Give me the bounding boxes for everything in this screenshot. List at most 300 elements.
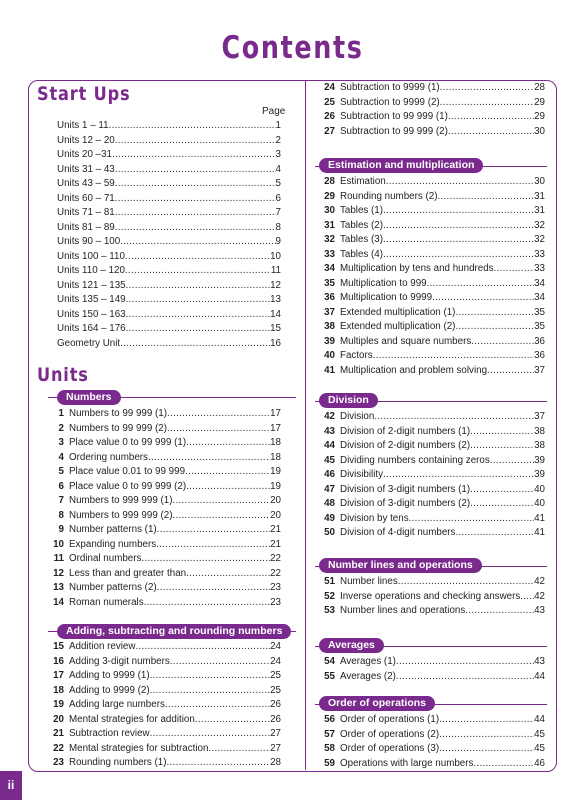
toc-entry-page: 38 — [534, 425, 545, 437]
dot-leader — [470, 483, 534, 498]
toc-entry-number: 13 — [53, 582, 64, 593]
toc-entry-page: 32 — [534, 219, 545, 231]
toc-entry-page: 8 — [275, 221, 281, 233]
toc-entry-page: 21 — [270, 524, 281, 535]
toc-entry — [313, 410, 545, 425]
averages-section-header: Averages — [319, 638, 384, 653]
toc-entry-label: Adding to 9999 (1) — [69, 670, 150, 681]
dot-leader — [520, 590, 534, 605]
toc-entry — [42, 407, 281, 422]
toc-entry-number: 15 — [53, 641, 64, 652]
toc-entry-number: 25 — [324, 96, 335, 108]
toc-entry — [57, 279, 281, 294]
toc-entry — [57, 221, 281, 236]
toc-entry-page: 4 — [275, 163, 281, 175]
toc-entry-number: 59 — [324, 757, 335, 769]
toc-entry-number: 34 — [324, 263, 335, 274]
toc-entry-page: 33 — [534, 248, 545, 260]
toc-entry-page: 22 — [270, 553, 281, 564]
toc-entry — [313, 96, 545, 111]
dot-leader — [427, 277, 535, 292]
toc-entry-number: 14 — [53, 596, 64, 608]
dot-leader — [126, 308, 270, 323]
toc-entry — [42, 422, 281, 437]
toc-entry-label: Subtraction to 9999 (2) — [340, 96, 440, 108]
order-ops-section-header: Order of operations — [319, 696, 435, 711]
toc-entry-label: Place value 0.01 to 99 999 — [69, 466, 186, 477]
toc-entry — [313, 204, 545, 219]
dot-leader — [455, 306, 534, 321]
dot-leader — [471, 335, 534, 350]
page-number: ii — [0, 771, 22, 800]
toc-entry-label: Number lines — [340, 576, 398, 587]
dot-leader — [490, 454, 534, 469]
toc-entry — [57, 264, 281, 279]
toc-entry-label: Place value 0 to 99 999 (1) — [69, 437, 187, 448]
toc-entry-page: 18 — [270, 451, 281, 463]
toc-entry-label: Multiplication and problem solving — [340, 364, 488, 376]
toc-entry-page: 41 — [534, 512, 545, 524]
toc-entry-number: 44 — [324, 440, 335, 451]
toc-entry-label: Expanding numbers — [69, 538, 157, 550]
dot-leader — [396, 655, 534, 670]
toc-entry — [313, 262, 545, 277]
dot-leader — [383, 204, 534, 219]
toc-entry — [42, 581, 281, 596]
toc-entry-page: 20 — [270, 509, 281, 521]
toc-entry — [313, 364, 545, 379]
toc-entry — [313, 483, 545, 498]
toc-entry-number: 7 — [58, 495, 64, 506]
toc-entry-number: 21 — [53, 728, 64, 739]
toc-entry-label: Adding 3-digit numbers — [69, 655, 170, 667]
division-list — [313, 410, 545, 541]
toc-entry — [313, 526, 545, 541]
toc-entry-page: 12 — [270, 279, 281, 291]
toc-entry-page: 23 — [270, 582, 281, 593]
toc-entry-label: Numbers to 999 999 (2) — [69, 509, 173, 521]
toc-entry-page: 10 — [270, 250, 281, 262]
toc-entry-page: 19 — [270, 480, 281, 492]
dot-leader — [186, 480, 270, 495]
toc-entry — [313, 320, 545, 335]
toc-entry — [42, 523, 281, 538]
adding-list — [42, 640, 281, 771]
toc-entry-label: Units 12 – 20 — [57, 134, 115, 146]
toc-entry-label: Inverse operations and checking answers — [340, 590, 521, 602]
toc-entry-page: 22 — [270, 567, 281, 579]
toc-entry-page: 14 — [270, 308, 281, 320]
toc-entry-label: Averages (2) — [340, 670, 396, 682]
toc-entry-label: Units 100 – 110 — [57, 250, 125, 262]
dot-leader — [185, 465, 270, 480]
toc-entry-page: 17 — [270, 422, 281, 434]
order-ops-list — [313, 713, 545, 771]
toc-entry-number: 36 — [324, 292, 335, 303]
toc-entry-number: 12 — [53, 567, 64, 579]
estimation-section-header: Estimation and multiplication — [319, 158, 483, 173]
dot-leader — [115, 221, 276, 236]
toc-entry — [42, 567, 281, 582]
toc-entry-label: Multiplication to 9999 — [340, 292, 433, 303]
toc-entry-number: 52 — [324, 590, 335, 602]
toc-entry-label: Numbers to 99 999 (1) — [69, 408, 168, 419]
dot-leader — [470, 497, 534, 512]
toc-entry-label: Units 110 – 120 — [57, 265, 125, 276]
toc-entry-page: 30 — [534, 125, 545, 137]
toc-entry — [313, 497, 545, 512]
toc-entry — [57, 119, 281, 134]
toc-entry-number: 37 — [324, 306, 335, 318]
toc-entry-number: 31 — [324, 219, 335, 231]
dot-leader — [125, 264, 271, 279]
toc-entry-label: Ordinal numbers — [69, 553, 142, 564]
toc-entry-page: 28 — [534, 82, 545, 93]
toc-entry-page: 45 — [534, 728, 545, 740]
dot-leader — [167, 407, 270, 422]
toc-entry-number: 26 — [324, 111, 335, 122]
dot-leader — [195, 713, 270, 728]
toc-entry — [313, 335, 545, 350]
numbers-list — [42, 407, 281, 610]
toc-entry-label: Division of 2-digit numbers (1) — [340, 425, 471, 437]
toc-entry — [57, 148, 281, 163]
toc-entry-label: Rounding numbers (2) — [340, 190, 438, 202]
numbers-section-header: Numbers — [57, 390, 121, 405]
toc-entry — [42, 713, 281, 728]
toc-entry-label: Operations with large numbers — [340, 757, 474, 769]
toc-entry — [313, 742, 545, 757]
toc-entry-number: 35 — [324, 277, 335, 289]
dot-leader — [383, 219, 534, 234]
toc-entry-page: 5 — [275, 178, 281, 189]
toc-entry-label: Multiplication to 999 — [340, 277, 427, 289]
toc-entry-page: 35 — [534, 306, 545, 318]
toc-entry-label: Units 121 – 135 — [57, 279, 126, 291]
toc-entry-page: 32 — [534, 234, 545, 245]
toc-entry-label: Units 31 – 43 — [57, 163, 115, 175]
dot-leader — [432, 291, 534, 306]
toc-entry-label: Numbers to 999 999 (1) — [69, 495, 173, 506]
toc-entry — [57, 250, 281, 265]
toc-entry-number: 30 — [324, 205, 335, 216]
toc-entry — [42, 756, 281, 771]
dot-leader — [455, 526, 534, 541]
units-heading: Units — [37, 364, 89, 386]
toc-entry-label: Units 90 – 100 — [57, 236, 121, 247]
dot-leader — [156, 538, 270, 553]
toc-entry-number: 27 — [324, 125, 335, 137]
toc-entry-label: Tables (2) — [340, 219, 384, 231]
dot-leader — [157, 581, 270, 596]
toc-entry-label: Multiples and square numbers — [340, 335, 472, 347]
toc-entry — [57, 134, 281, 149]
start-ups-heading: Start Ups — [37, 83, 131, 105]
toc-entry-label: Mental strategies for subtraction — [69, 742, 209, 754]
toc-entry — [313, 248, 545, 263]
toc-entry-label: Ordering numbers — [69, 451, 148, 463]
toc-entry — [42, 684, 281, 699]
toc-entry-label: Rounding numbers (1) — [69, 757, 167, 768]
dot-leader — [437, 190, 534, 205]
toc-entry-number: 40 — [324, 350, 335, 361]
toc-entry-label: Roman numerals — [69, 596, 144, 608]
toc-entry-page: 45 — [534, 743, 545, 754]
toc-entry — [42, 655, 281, 670]
toc-entry-page: 25 — [270, 684, 281, 696]
toc-entry-page: 29 — [534, 111, 545, 122]
toc-entry-number: 42 — [324, 411, 335, 422]
dot-leader — [126, 293, 270, 308]
toc-entry — [313, 575, 545, 590]
toc-entry-number: 9 — [58, 524, 64, 535]
toc-entry-label: Order of operations (2) — [340, 728, 440, 740]
toc-entry-page: 44 — [534, 714, 545, 725]
toc-entry-page: 46 — [534, 757, 545, 769]
dot-leader — [439, 713, 534, 728]
toc-entry-page: 31 — [534, 190, 545, 202]
toc-entry-number: 19 — [53, 699, 64, 710]
dot-leader — [439, 728, 534, 743]
toc-entry — [57, 308, 281, 323]
toc-entry — [57, 163, 281, 178]
toc-entry — [313, 757, 545, 772]
toc-entry-label: Mental strategies for addition — [69, 713, 195, 725]
toc-entry — [42, 465, 281, 480]
toc-entry-number: 43 — [324, 425, 335, 437]
toc-entry-number: 53 — [324, 605, 335, 616]
dot-leader — [115, 177, 276, 192]
toc-entry-page: 28 — [270, 757, 281, 768]
toc-entry — [42, 436, 281, 451]
toc-entry-label: Division of 4-digit numbers — [340, 527, 456, 538]
dot-leader — [165, 698, 270, 713]
dot-leader — [374, 410, 534, 425]
toc-entry — [313, 291, 545, 306]
dot-leader — [172, 509, 270, 524]
toc-entry-page: 40 — [534, 498, 545, 509]
toc-entry-page: 30 — [534, 176, 545, 187]
dot-leader — [208, 742, 270, 757]
toc-entry-page: 36 — [534, 350, 545, 361]
dot-leader — [115, 192, 276, 207]
toc-entry-label: Dividing numbers containing zeros — [340, 454, 490, 466]
toc-entry-page: 39 — [534, 469, 545, 480]
adding-continued-list — [313, 81, 545, 139]
toc-entry-page: 42 — [534, 576, 545, 587]
toc-entry-label: Subtraction to 99 999 (2) — [340, 125, 448, 137]
dot-leader — [150, 684, 270, 699]
toc-entry-label: Units 81 – 89 — [57, 221, 115, 233]
toc-entry — [313, 277, 545, 292]
toc-entry-number: 22 — [53, 742, 64, 754]
toc-entry-number: 33 — [324, 248, 335, 260]
toc-entry-number: 51 — [324, 576, 335, 587]
toc-entry-label: Tables (1) — [340, 205, 384, 216]
toc-entry-page: 27 — [270, 728, 281, 739]
toc-entry-page: 25 — [270, 670, 281, 681]
dot-leader — [126, 279, 270, 294]
toc-entry-label: Units 164 – 176 — [57, 323, 126, 334]
dot-leader — [470, 439, 534, 454]
toc-entry-label: Factors — [340, 350, 373, 361]
toc-entry-number: 17 — [53, 670, 64, 681]
toc-entry-page: 27 — [270, 742, 281, 754]
toc-entry-page: 41 — [534, 527, 545, 538]
dot-leader — [494, 262, 535, 277]
toc-entry-number: 23 — [53, 757, 64, 768]
toc-entry-page: 29 — [534, 96, 545, 108]
toc-entry-number: 24 — [324, 82, 335, 93]
toc-entry-number: 2 — [58, 422, 64, 434]
toc-entry-label: Order of operations (3) — [340, 743, 440, 754]
dot-leader — [170, 655, 270, 670]
toc-entry — [313, 439, 545, 454]
toc-entry — [42, 494, 281, 509]
toc-entry-label: Extended multiplication (1) — [340, 306, 456, 318]
dot-leader — [166, 756, 270, 771]
dot-leader — [465, 604, 534, 619]
toc-entry-label: Units 43 – 59 — [57, 178, 115, 189]
toc-entry — [313, 125, 545, 140]
toc-entry-label: Estimation — [340, 176, 386, 187]
toc-entry-page: 19 — [270, 466, 281, 477]
toc-entry — [42, 742, 281, 757]
toc-entry-number: 50 — [324, 527, 335, 538]
dot-leader — [144, 596, 270, 611]
toc-entry — [57, 235, 281, 250]
toc-entry — [313, 454, 545, 469]
dot-leader — [115, 163, 276, 178]
toc-entry-label: Number patterns (2) — [69, 582, 157, 593]
toc-entry — [313, 468, 545, 483]
toc-entry — [42, 552, 281, 567]
toc-entry-number: 6 — [58, 480, 64, 492]
toc-entry-page: 11 — [270, 265, 281, 276]
toc-entry-page: 24 — [270, 655, 281, 667]
dot-leader — [141, 552, 270, 567]
toc-entry-page: 3 — [275, 149, 281, 160]
dot-leader — [115, 134, 276, 149]
toc-entry — [42, 451, 281, 466]
toc-entry-page: 16 — [270, 337, 281, 349]
toc-entry-number: 29 — [324, 190, 335, 202]
division-section-header: Division — [319, 393, 378, 408]
toc-entry — [313, 425, 545, 440]
toc-entry-label: Subtraction to 9999 (1) — [340, 82, 440, 93]
dot-leader — [157, 523, 270, 538]
toc-entry-page: 37 — [534, 411, 545, 422]
toc-entry-label: Averages (1) — [340, 656, 396, 667]
toc-entry-page: 38 — [534, 440, 545, 451]
toc-entry-page: 31 — [534, 205, 545, 216]
toc-entry — [313, 604, 545, 619]
toc-entry-page: 42 — [534, 590, 545, 602]
page-title: Contents — [221, 30, 364, 66]
column-divider — [305, 80, 306, 770]
toc-entry-number: 8 — [58, 509, 64, 521]
toc-entry-page: 39 — [534, 454, 545, 466]
toc-entry-number: 54 — [324, 656, 335, 667]
adding-section-header: Adding, subtracting and rounding numbers — [57, 624, 291, 639]
dot-leader — [186, 436, 270, 451]
toc-entry-page: 36 — [534, 335, 545, 347]
toc-entry-number: 4 — [58, 451, 64, 463]
toc-entry-label: Number lines and operations — [340, 605, 466, 616]
dot-leader — [383, 233, 534, 248]
dot-leader — [409, 512, 534, 527]
dot-leader — [120, 337, 270, 352]
toc-entry — [42, 640, 281, 655]
toc-entry-label: Division by tens — [340, 512, 409, 524]
toc-entry-label: Units 20 –31 — [57, 149, 113, 160]
toc-entry-number: 57 — [324, 728, 335, 740]
dot-leader — [440, 96, 534, 111]
dot-leader — [383, 468, 534, 483]
toc-entry — [42, 727, 281, 742]
toc-entry-number: 38 — [324, 321, 335, 332]
toc-entry-page: 34 — [534, 292, 545, 303]
dot-leader — [125, 250, 270, 265]
toc-entry-number: 18 — [53, 684, 64, 696]
toc-entry — [313, 190, 545, 205]
toc-entry-number: 41 — [324, 364, 335, 376]
toc-entry — [313, 713, 545, 728]
number-lines-list — [313, 575, 545, 619]
toc-entry-label: Division of 3-digit numbers (1) — [340, 483, 471, 495]
toc-entry-label: Units 60 – 71 — [57, 192, 115, 204]
toc-entry — [313, 670, 545, 685]
toc-entry-page: 6 — [275, 192, 281, 204]
averages-list — [313, 655, 545, 684]
toc-entry — [313, 728, 545, 743]
dot-leader — [126, 322, 270, 337]
toc-entry-label: Adding to 9999 (2) — [69, 684, 150, 696]
toc-entry — [57, 337, 281, 352]
toc-entry-number: 58 — [324, 743, 335, 754]
start-ups-list — [57, 119, 281, 351]
toc-entry — [42, 480, 281, 495]
toc-entry-number: 16 — [53, 655, 64, 667]
toc-entry — [313, 110, 545, 125]
dot-leader — [112, 148, 276, 163]
dot-leader — [439, 742, 534, 757]
dot-leader — [120, 235, 275, 250]
toc-entry-label: Subtraction review — [69, 728, 150, 739]
dot-leader — [470, 425, 534, 440]
dot-leader — [455, 320, 534, 335]
dot-leader — [109, 119, 276, 134]
toc-entry-page: 2 — [275, 134, 281, 146]
toc-entry-number: 28 — [324, 176, 335, 187]
dot-leader — [167, 422, 270, 437]
dot-leader — [386, 175, 534, 190]
toc-entry-page: 35 — [534, 321, 545, 332]
toc-entry-label: Less than and greater than — [69, 567, 187, 579]
toc-entry — [313, 349, 545, 364]
dot-leader — [448, 110, 534, 125]
toc-entry-number: 49 — [324, 512, 335, 524]
toc-entry-number: 20 — [53, 713, 64, 725]
toc-entry-number: 45 — [324, 454, 335, 466]
toc-entry — [57, 206, 281, 221]
dot-leader — [398, 575, 534, 590]
number-lines-section-header: Number lines and operations — [319, 558, 482, 573]
toc-entry-page: 24 — [270, 641, 281, 652]
dot-leader — [383, 248, 534, 263]
dot-leader — [487, 364, 534, 379]
toc-entry-number: 10 — [53, 538, 64, 550]
